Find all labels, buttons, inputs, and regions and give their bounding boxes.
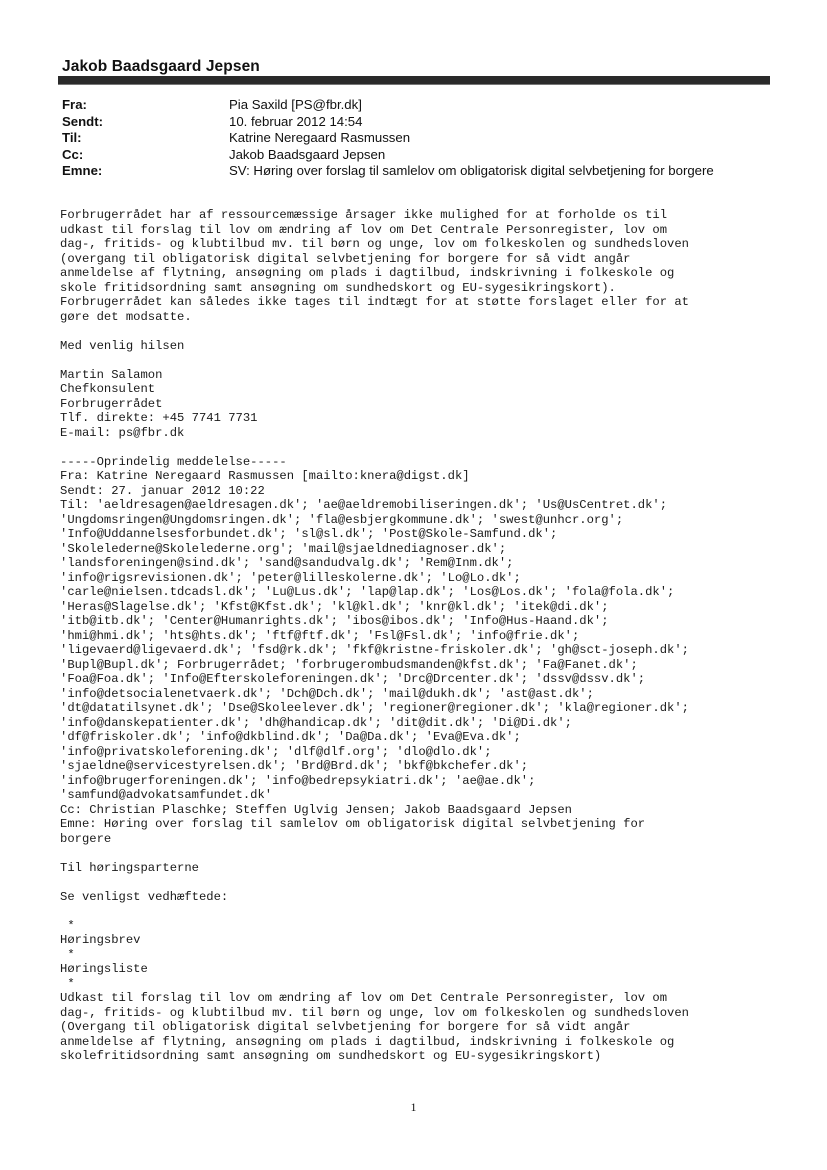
body-line: 'Ungdomsringen@Ungdomsringen.dk'; 'fla@esbjergkommune.dk'; 'swest@unhcr.org'; [60,512,624,527]
header-row-to [62,130,782,147]
body-line: 'carle@nielsen.tdcadsl.dk'; 'Lu@Lus.dk'; 'lap@lap.dk'; 'Los@Los.dk'; 'fola@fola.dk'; [60,585,675,599]
body-line: Høringsliste [60,962,148,976]
body-line: 'itb@itb.dk'; 'Center@Humanrights.dk'; 'ibos@ibos.dk'; 'Info@Hus-Haand.dk'; [60,614,609,628]
body-line: 'sjaeldne@servicestyrelsen.dk'; 'Brd@Brd.dk'; 'bkf@bkchefer.dk'; [60,759,529,773]
body-line: udkast til forslag til lov om ændring af lov om Det Centrale Personregister, lov om [60,222,668,237]
body-line: Martin Salamon [60,367,163,382]
body-line: 'info@brugerforeningen.dk'; 'info@bedrepsykiatri.dk'; 'ae@ae.dk'; [60,773,536,788]
body-line: 'Info@Uddannelsesforbundet.dk'; 'sl@sl.dk'; 'Post@Skole-Samfund.dk'; [60,527,558,541]
body-line: 'samfund@advokatsamfundet.dk' [60,788,273,802]
header-row-subject [62,163,782,180]
body-line: 'info@privatskoleforening.dk'; 'dlf@dlf.org'; 'dlo@dlo.dk'; [60,744,492,759]
body-line: (Overgang til obligatorisk digital selvbetjening for borgere for så vidt angår [60,1020,631,1034]
body-line: 'Bupl@Bupl.dk'; Forbrugerrådet; 'forbrugerombudsmanden@kfst.dk'; 'Fa@Fanet.dk'; [60,657,638,672]
body-line: Emne: Høring over forslag til samlelov om obligatorisk digital selvbetjening for [60,817,646,831]
body-line: Cc: Christian Plaschke; Steffen Uglvig Jensen; Jakob Baadsgaard Jepsen [60,802,572,817]
body-line: Udkast til forslag til lov om ændring af lov om Det Centrale Personregister, lov om [60,991,668,1005]
body-line: Høringsbrev [60,933,141,947]
email-body-text [60,208,800,1064]
body-line: * [60,918,75,933]
header-value: Pia Saxild [PS@fbr.dk] [229,97,362,112]
body-line: Forbrugerrådet [60,396,163,411]
body-line: Til høringsparterne [60,860,199,875]
header-rule [58,76,770,85]
email-header-fields [62,97,782,180]
body-line: 'df@friskoler.dk'; 'info@dkblind.dk'; 'Da@Da.dk'; 'Eva@Eva.dk'; [60,730,521,744]
body-line: anmeldelse af flytning, ansøgning om plads i dagtilbud, indskrivning i folkeskole og [60,1034,675,1049]
body-line: Fra: Katrine Neregaard Rasmussen [mailto:knera@digst.dk] [60,469,470,483]
body-line: borgere [60,831,112,846]
body-line: Med venlig hilsen [60,338,185,353]
body-line: -----Oprindelig meddelelse----- [60,454,287,469]
body-line: gøre det modsatte. [60,309,192,324]
header-value: SV: Høring over forslag til samlelov om obligatorisk digital selvbetjening for borgere [229,163,714,179]
body-line: 'Heras@Slagelse.dk'; 'Kfst@Kfst.dk'; 'kl@kl.dk'; 'knr@kl.dk'; 'itek@di.dk'; [60,599,609,614]
page-number: 1 [410,1100,417,1114]
body-line: dag-, fritids- og klubtilbud mv. til børn og unge, lov om folkeskolen og sundhedsloven [60,237,689,251]
body-line: Til: 'aeldresagen@aeldresagen.dk'; 'ae@aeldremobiliseringen.dk'; 'Us@UsCentret.dk'; [60,498,668,512]
body-line: 'Skolelederne@Skolelederne.org'; 'mail@sjaeldnediagnoser.dk'; [60,541,507,556]
body-line: Chefkonsulent [60,382,156,396]
header-value: 10. februar 2012 14:54 [229,113,363,129]
body-line: 'hmi@hmi.dk'; 'hts@hts.dk'; 'ftf@ftf.dk'; 'Fsl@Fsl.dk'; 'info@frie.dk'; [60,628,580,643]
body-line: Sendt: 27. januar 2012 10:22 [60,483,265,498]
body-line: E-mail: ps@fbr.dk [60,425,185,440]
body-line: 'dt@datatilsynet.dk'; 'Dse@Skoleelever.dk'; 'regioner@regioner.dk'; 'kla@regioner.dk'; [60,701,689,715]
header-value: Katrine Neregaard Rasmussen [229,130,411,146]
body-line: 'info@detsocialenetvaerk.dk'; 'Dch@Dch.dk'; 'mail@dukh.dk'; 'ast@ast.dk'; [60,686,594,701]
body-line: skolefritidsordning samt ansøgning om sundhedskort og EU-sygesikringskort) [60,1049,602,1063]
header-row-from [62,97,782,114]
body-line: * [60,947,75,962]
header-label: Fra: [62,97,87,112]
body-line: Forbrugerrådet har af ressourcemæssige årsager ikke mulighed for at forholde os til [60,208,668,222]
body-line: (overgang til obligatorisk digital selvbetjening for borgere for så vidt angår [60,251,631,266]
body-line: 'info@rigsrevisionen.dk'; 'peter@lilleskolerne.dk'; 'Lo@Lo.dk'; [60,570,521,585]
body-line: skole fritidsordning samt ansøgning om sundhedskort og EU-sygesikringskort). [60,280,616,295]
body-line: 'Foa@Foa.dk'; 'Info@Efterskoleforeningen.dk'; 'Drc@Drcenter.dk'; 'dssv@dssv.dk'; [60,672,646,686]
header-label: Cc: [62,146,84,162]
body-line: anmeldelse af flytning, ansøgning om plads i dagtilbud, indskrivning i folkeskole og [60,266,675,280]
body-line: dag-, fritids- og klubtilbud mv. til børn og unge, lov om folkeskolen og sundhedsloven [60,1005,689,1020]
body-line: Tlf. direkte: +45 7741 7731 [60,411,258,425]
header-row-cc [62,147,782,164]
body-line: Forbrugerrådet kan således ikke tages til indtægt for at støtte forslaget eller for at [60,295,689,309]
header-label: Sendt: [62,113,104,129]
body-line: * [60,976,75,991]
header-label: Til: [62,130,82,146]
body-line: 'info@danskepatienter.dk'; 'dh@handicap.dk'; 'dit@dit.dk'; 'Di@Di.dk'; [60,715,572,730]
mailbox-owner-name: Jakob Baadsgaard Jepsen [62,58,260,75]
body-line: 'ligevaerd@ligevaerd.dk'; 'fsd@rk.dk'; 'fkf@kristne-friskoler.dk'; 'gh@sct-joseph.dk'; [60,643,689,657]
header-value: Jakob Baadsgaard Jepsen [229,146,386,162]
header-label: Emne: [62,163,103,179]
body-line: Se venligst vedhæftede: [60,889,229,904]
body-line: 'landsforeningen@sind.dk'; 'sand@sandudvalg.dk'; 'Rem@Inm.dk'; [60,556,514,570]
header-row-sent [62,114,782,131]
